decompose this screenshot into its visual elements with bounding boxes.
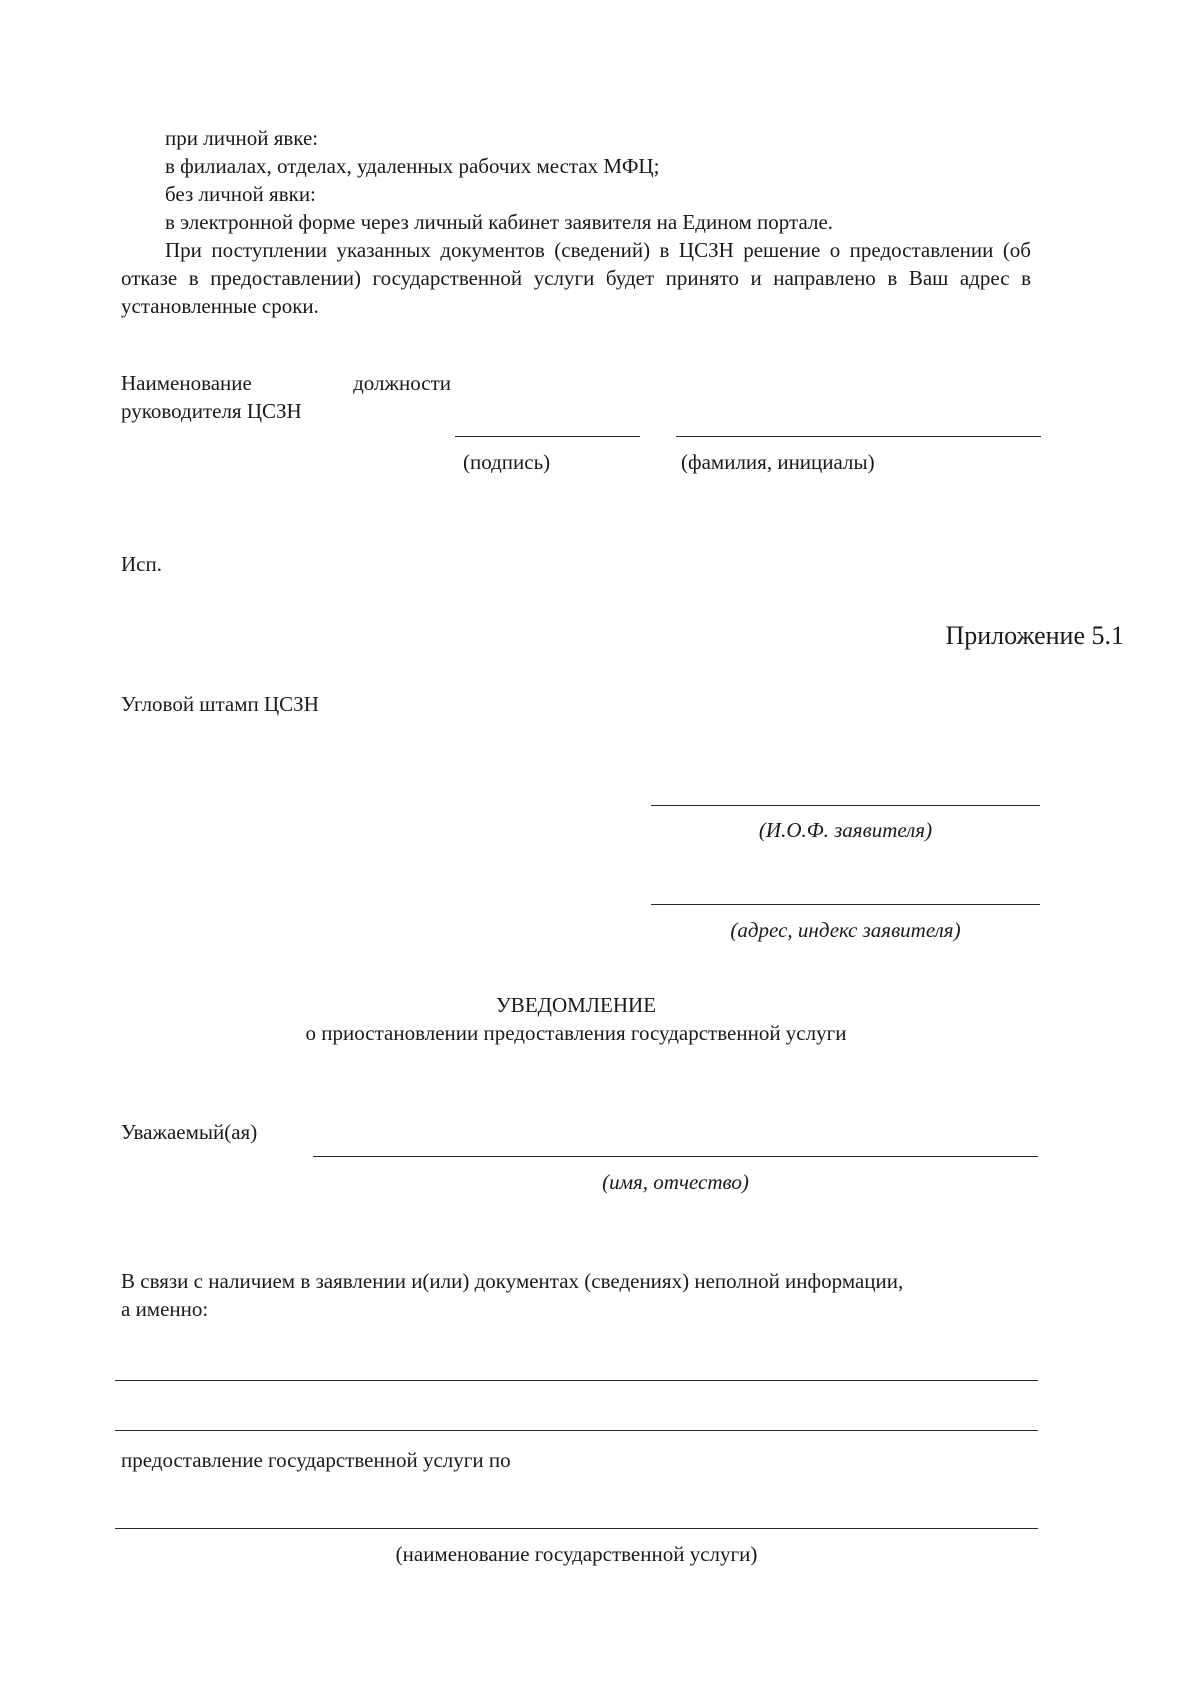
reason-blank-line-1 — [115, 1380, 1038, 1381]
decision-paragraph — [121, 236, 1031, 320]
applicant-address-caption: (адрес, индекс заявителя) — [730, 918, 961, 942]
reason-text-line-2: а именно: — [121, 1297, 209, 1321]
appendix-label: Приложение 5.1 — [945, 621, 1124, 650]
notice-title: УВЕДОМЛЕНИЕ — [495, 993, 657, 1017]
service-text: предоставление государственной услуги по — [121, 1448, 511, 1472]
applicant-name-caption: (И.О.Ф. заявителя) — [758, 818, 933, 842]
intro-line-1: при личной явке: — [165, 126, 319, 150]
position-label-line-2: руководителя ЦСЗН — [121, 399, 302, 423]
service-name-line — [115, 1528, 1038, 1529]
signature-caption: (подпись) — [463, 450, 551, 474]
intro-line-2: в филиалах, отделах, удаленных рабочих местах МФЦ; — [165, 154, 660, 178]
service-caption: (наименование государственной услуги) — [395, 1542, 758, 1566]
stamp-label: Угловой штамп ЦСЗН — [121, 692, 319, 716]
position-label-line-1 — [121, 369, 451, 397]
intro-line-4: в электронной форме через личный кабинет заявителя на Едином портале. — [165, 210, 834, 234]
position-label-word-2: должности — [353, 371, 451, 395]
notice-subtitle: о приостановлении предоставления государственной услуги — [305, 1021, 847, 1045]
decision-paragraph-text: При поступлении указанных документов (сведений) в ЦСЗН решение о предоставлении (об отказе в предоставлении) государственной услуги будет принято и направлено в Ваш адрес в установленные сроки. — [121, 238, 1031, 318]
intro-line-3: без личной явки: — [165, 182, 316, 206]
executor-label: Исп. — [121, 552, 162, 576]
name-caption: (фамилия, инициалы) — [681, 450, 875, 474]
applicant-address-line — [651, 904, 1040, 905]
reason-text-line-1: В связи с наличием в заявлении и(или) документах (сведениях) неполной информации, — [121, 1269, 904, 1293]
signature-line — [455, 436, 640, 437]
position-label-word-1: Наименование — [121, 371, 252, 395]
reason-blank-line-2 — [115, 1430, 1038, 1431]
applicant-name-line — [651, 805, 1040, 806]
name-line — [676, 436, 1041, 437]
greeting-label: Уважаемый(ая) — [121, 1120, 258, 1144]
greeting-name-line — [313, 1156, 1038, 1157]
greeting-caption: (имя, отчество) — [602, 1170, 749, 1194]
